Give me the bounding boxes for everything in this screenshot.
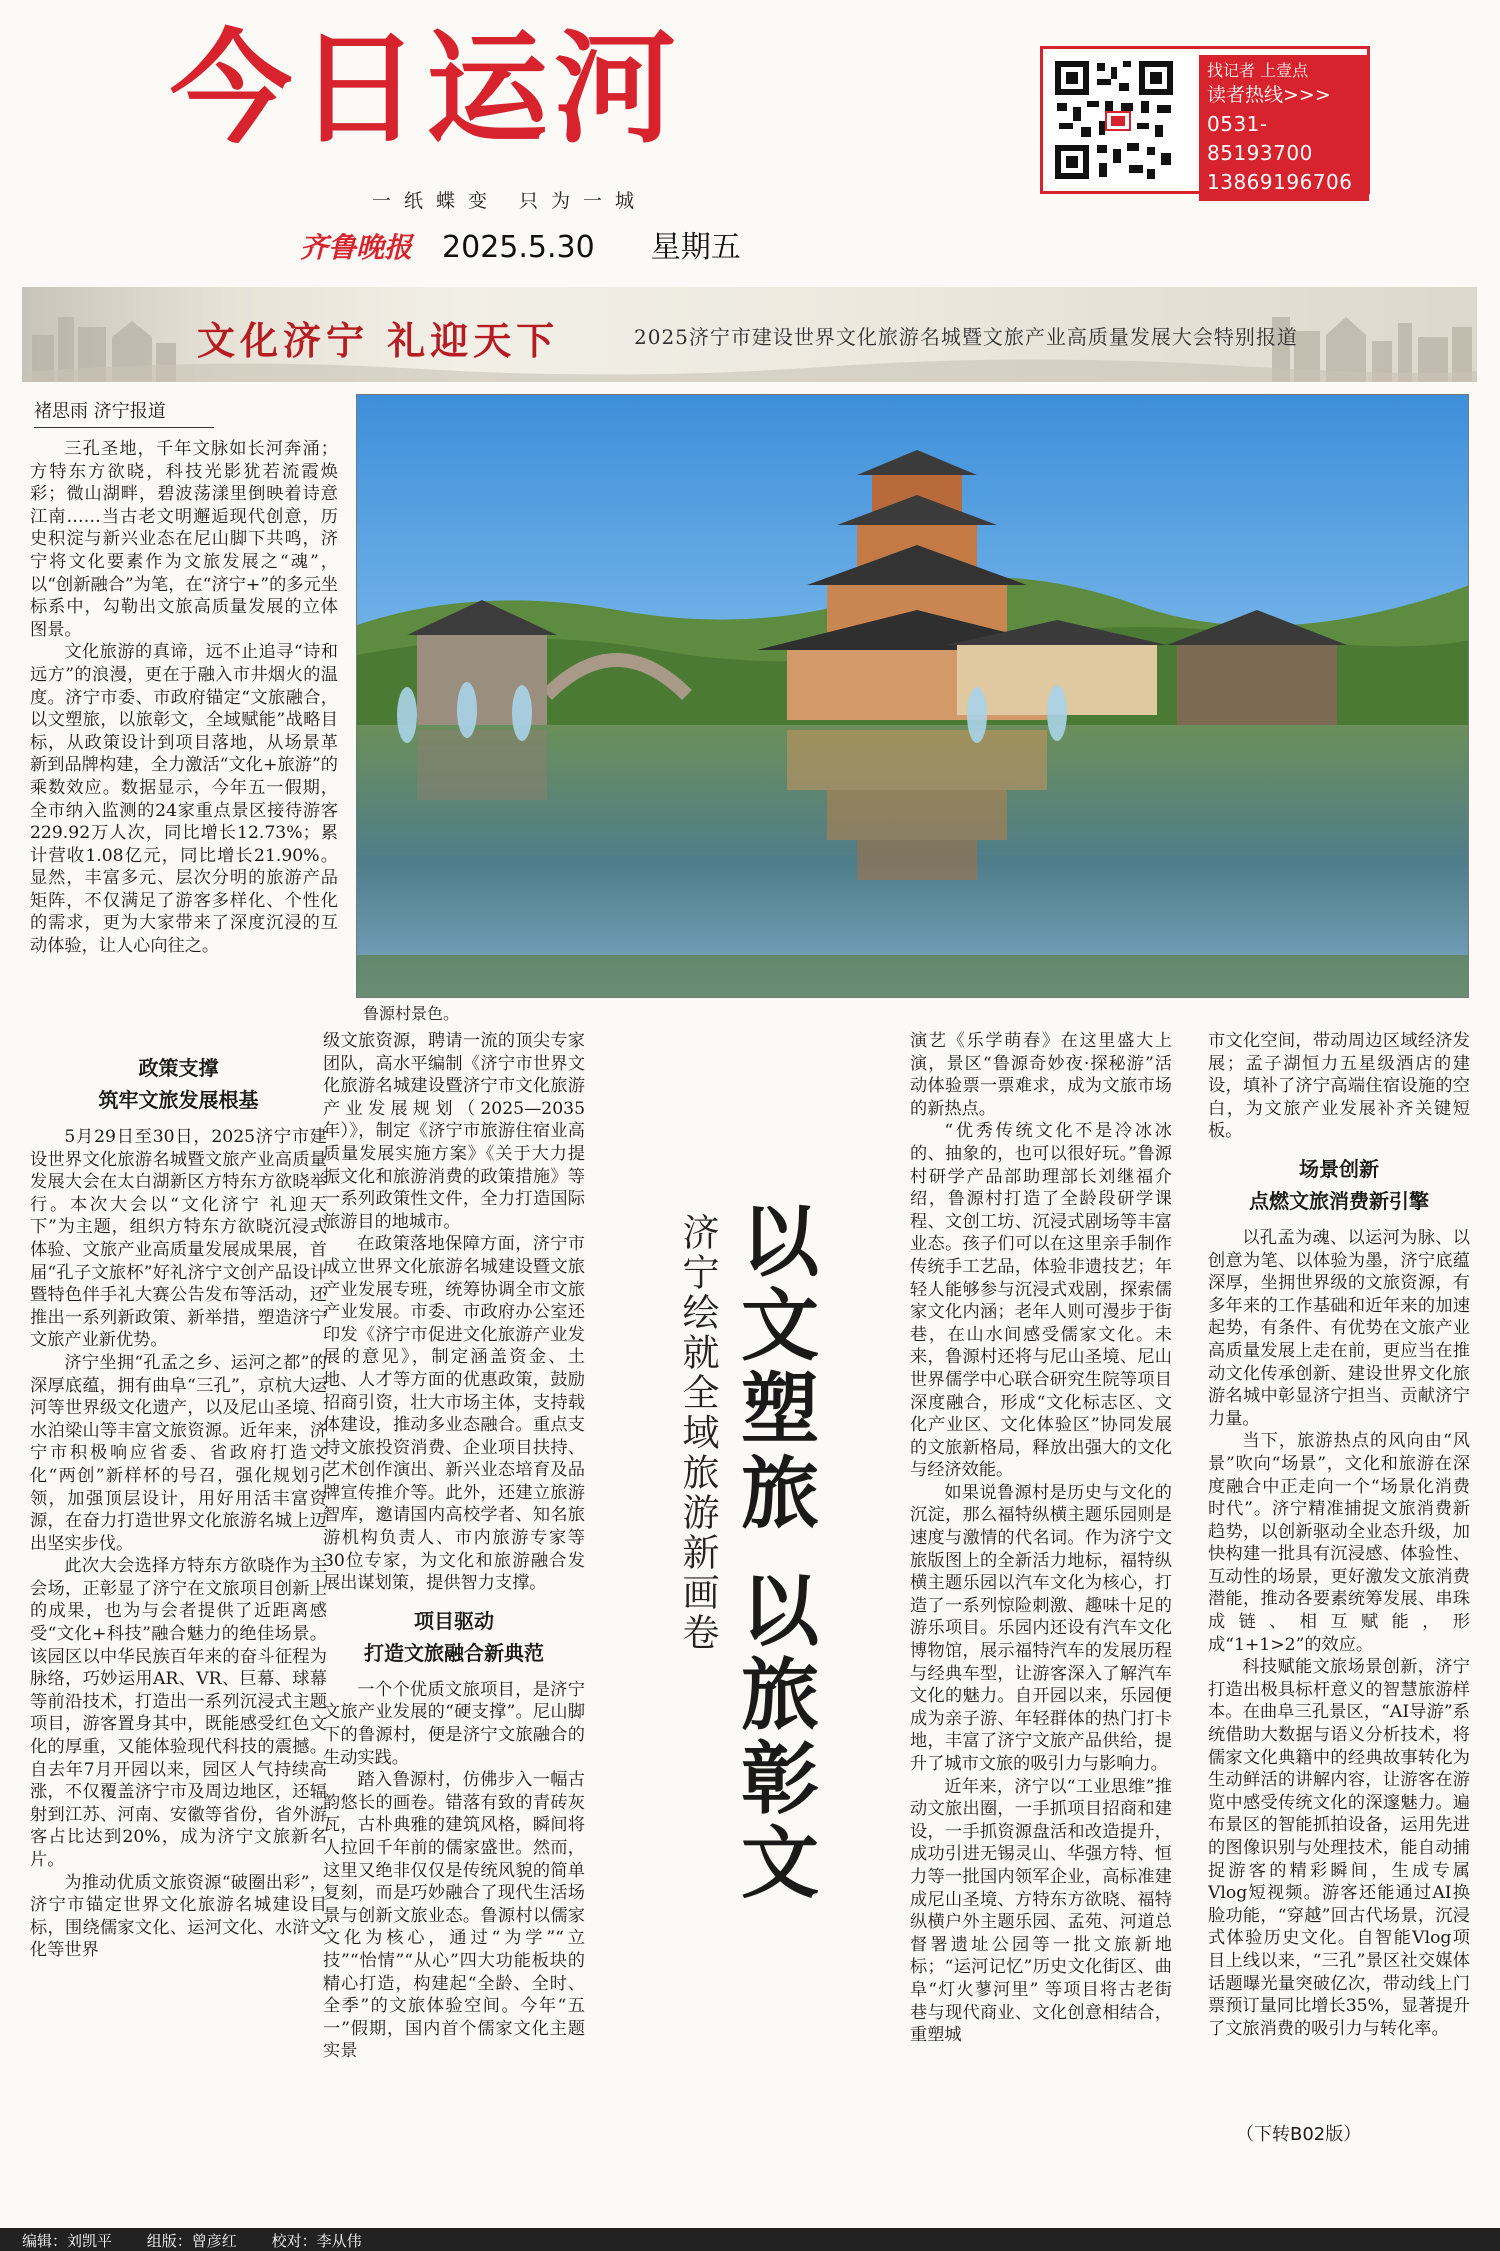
paragraph: 在政策落地保障方面，济宁市成立世界文化旅游名城建设暨文旅产业发展专班，统筹协调全市文旅产业发展。市委、市政府办公室还印发《济宁市促进文化旅游产业发展的意见》，制定涵盖资金、土地、人才等方面的优惠政策，鼓励招商引资，壮大市场主体，支持载体建设，推动多业态融合。重点支持文旅投资消费、企业项目扶持、艺术创作演出、新兴业态培育及品牌宣传推介等。此外，还建立旅游智库，邀请国内高校学者、知名旅游机构负责人、市内旅游专家等30位专家，为文化和旅游融合发展出谋划策，提供智力支撑。 <box>323 1234 585 1594</box>
byline: 褚思雨 济宁报道 <box>34 397 214 428</box>
section-3-title: 点燃文旅消费新引擎 <box>1249 1188 1429 1213</box>
intro-column <box>30 438 338 1018</box>
editor-credit: 编辑：刘凯平 <box>22 2232 113 2250</box>
paragraph: 科技赋能文旅场景创新，济宁打造出极具标杆意义的智慧旅游样本。在曲阜三孔景区，“AI导游”系统借助大数据与语义分析技术，将儒家文化典籍中的经典故事转化为生动鲜活的讲解内容，让游客在游览中感受传统文化的深邃魅力。遍布景区的智能抓拍设备，运用先进的图像识别与处理技术，能自动捕捉游客的精彩瞬间，生成专属Vlog短视频。游客还能通过AI换脸功能，“穿越”回古代场景，沉浸式体验历史文化。自智能Vlog项目上线以来，“三孔”景区社交媒体话题曝光量突破亿次，带动线上门票预订量同比增长35%，显著提升了文旅消费的吸引力与转化率。 <box>1208 1657 1470 2039</box>
luyuan-village-photo <box>357 395 1469 998</box>
section-1-kicker: 政策支撑 <box>138 1056 219 1080</box>
banner-subtitle: 2025济宁市建设世界文化旅游名城暨文旅产业高质量发展大会特别报道 <box>634 325 1298 349</box>
footer-credits <box>0 2228 1500 2251</box>
section-3-kicker: 场景创新 <box>1299 1156 1379 1181</box>
paragraph: 文化旅游的真谛，远不止追寻“诗和远方”的浪漫，更在于融入市井烟火的温度。济宁市委、市政府锚定“文旅融合，以文塑旅，以旅彰文，全域赋能”战略目标，从政策设计到项目落地，从场景革新到品牌构建，全力激活“文化+旅游”的乘数效应。数据显示，今年五一假期，全市纳入监测的24家重点景区接待游客229.92万人次，同比增长12.73%；累计营收1.08亿元，同比增长21.90%。显然，丰富多元、层次分明的旅游产品矩阵，不仅满足了游客多样化、个性化的需求，更为大家带来了深度沉浸的互动体验，让人心向往之。 <box>30 642 338 957</box>
hotline-phone-1[interactable]: 0531-85193700 <box>1207 111 1313 165</box>
paragraph: 济宁坐拥“孔孟之乡、运河之都”的深厚底蕴，拥有曲阜“三孔”，京杭大运河等世界级文化遗产，以及尼山圣境、水泊梁山等丰富文旅资源。近年来，济宁市积极响应省委、省政府打造文化“两创”新样杯的号召，强化规划引领，加强顶层设计，用好用活丰富资源，在奋力打造世界文化旅游名城上迈出坚实步伐。 <box>30 1352 327 1554</box>
paragraph: 如果说鲁源村是历史与文化的沉淀，那么福特纵横主题乐园则是速度与激情的代名词。作为济宁文旅版图上的全新活力地标，福特纵横主题乐园以汽车文化为核心，打造了一系列惊险刺激、趣味十足的游乐项目。乐园内还设有汽车文化博物馆，展示福特汽车的发展历程与经典车型，让游客深入了解汽车文化的魅力。自开园以来，乐园便成为亲子游、年轻群体的热门打卡地，丰富了济宁文旅产品供给，提升了城市文旅的吸引力与影响力。 <box>910 1482 1172 1774</box>
dateline <box>300 222 741 266</box>
paragraph: 三孔圣地，千年文脉如长河奔涌；方特东方欲晓，科技光影犹若流霞焕彩；微山湖畔，碧波荡漾里倒映着诗意江南……当古老文明邂逅现代创意，历史积淀与新兴业态在尼山脚下共鸣，济宁将文化要素作为文旅发展之“魂”，以“创新融合”为笔，在“济宁+”的多元坐标系中，勾勒出文旅高质量发展的立体图景。 <box>30 439 338 640</box>
paragraph: 近年来，济宁以“工业思维”推动文旅出圈，一手抓项目招商和建设，一手抓资源盘活和改造提升，成功引进无锡灵山、华强方特、恒力等一批国内领军企业，高标准建成尼山圣境、方特东方欲晓、福特纵横户外主题乐园、孟苑、河道总督署遗址公园等一批文旅新地标；“运河记忆”历史文化街区、曲阜“灯火蓼河里” 等项目将古老街巷与现代商业、文化创意相结合，重塑城 <box>910 1776 1172 2046</box>
column-2 <box>323 1030 585 2220</box>
section-2-title: 打造文旅融合新典范 <box>364 1640 544 1665</box>
column-3 <box>910 1030 1172 2220</box>
hotline-phone-2[interactable]: 13869196706 <box>1207 169 1353 194</box>
subheadline: 济宁绘就全域旅游新画卷 <box>676 1213 719 1653</box>
paragraph: 为推动优质文旅资源“破圈出彩”，济宁市锚定世界文化旅游名城建设目标，围绕儒家文化、运河文化、水浒文化等世界 <box>30 1872 327 1961</box>
section-1-title: 筑牢文旅发展根基 <box>98 1088 259 1112</box>
paragraph: 市文化空间，带动周边区域经济发展；孟子湖恒力五星级酒店的建设，填补了济宁高端住宿设施的空白，为文旅产业发展补齐关键短板。 <box>1208 1031 1470 1142</box>
paragraph: 5月29日至30日，2025济宁市建设世界文化旅游名城暨文旅产业高质量发展大会在太白湖新区方特东方欲晓举行。本次大会以“文化济宁 礼迎天下”为主题，组织方特东方欲晓沉浸式体验、文旅产业高质量发展成果展，首届“孔子文旅杯”好礼济宁文创产品设计暨特色伴手礼大赛公告发布等活动，还推出一系列新政策、新举措，塑造济宁文旅产业新优势。 <box>30 1127 327 1351</box>
headline: 以文塑旅 以旅彰文 <box>728 1200 818 1906</box>
hotline-label: 读者热线>>> <box>1207 84 1331 107</box>
paragraph: 一个个优质文旅项目，是济宁文旅产业发展的“硬支撑”。尼山脚下的鲁源村，便是济宁文旅融合的生动实践。 <box>323 1679 585 1768</box>
hotline-box <box>1040 46 1370 194</box>
paragraph: “优秀传统文化不是冷冰冰的、抽象的，也可以很好玩。”鲁源村研学产品部助理部长刘继福介绍，鲁源村打造了全龄段研学课程、文创工坊、沉浸式剧场等丰富业态。孩子们可以在这里亲手制作传统手工艺品，体验非遗技艺；年轻人能够参与沉浸式戏剧，探索儒家文化内涵；老年人则可漫步于街巷，在山水间感受儒家文化。未来，鲁源村还将与尼山圣境、尼山世界儒学中心联合研究生院等项目深度融合，形成“文化标志区、文化产业区、文化体验区”协同发展的文旅新格局，释放出强大的文化与经济效能。 <box>910 1121 1172 1481</box>
masthead-slogan: 一纸蝶变 只为一城 <box>372 190 648 212</box>
paragraph: 此次大会选择方特东方欲晓作为主会场，正彰显了济宁在文旅项目创新上的成果，也为与会者提供了近距离感受“文化+科技”融合魅力的绝佳场景。该园区以中华民族百年来的奋斗征程为脉络，巧妙运用AR、VR、巨幕、球幕等前沿技术，打造出一系列沉浸式主题项目，游客置身其中，既能感受红色文化的厚重，又能体验现代科技的震撼。自去年7月开园以来，园区人气持续高涨，不仅覆盖济宁市及周边地区，还辐射到江苏、河南、安徽等省份，省外游客占比达到20%，成为济宁文旅新名片。 <box>30 1556 327 1870</box>
paragraph: 演艺《乐学萌春》在这里盛大上演，景区“鲁源奇妙夜·探秘游”活动体验票一票难求，成为文旅市场的新热点。 <box>910 1031 1172 1119</box>
paragraph: 级文旅资源，聘请一流的顶尖专家团队，高水平编制《济宁市世界文化旅游名城建设暨济宁市文化旅游产业发展规划（2025—2035年）》，制定《济宁市旅游住宿业高质量发展实施方案》《关于大力提振文化和旅游消费的政策措施》等一系列政策性文件，全力打造国际旅游目的地城市。 <box>323 1031 585 1232</box>
photo-caption: 鲁源村景色。 <box>363 1004 460 1023</box>
issue-weekday: 星期五 <box>650 230 741 265</box>
paragraph: 以孔孟为魂、以运河为脉、以创意为笔、以体验为墨，济宁底蕴深厚，坐拥世界级的文旅资源，有多年来的工作基础和近年来的加速起势，有条件、有优势在文旅产业高质量发展上走在前，更应当在推动文化传承创新、建设世界文化旅游名城中彰显济宁担当、贡献济宁力量。 <box>1208 1227 1470 1429</box>
hotline-tag: 找记者 上壹点 <box>1207 61 1309 80</box>
designer-credit: 组版：曾彦红 <box>146 2232 237 2250</box>
brand-name: 齐鲁晚报 <box>300 231 413 264</box>
paragraph: 踏入鲁源村，仿佛步入一幅古韵悠长的画卷。错落有致的青砖灰瓦，古朴典雅的建筑风格，瞬间将人拉回千年前的儒家盛世。然而，这里又绝非仅仅是传统风貌的简单复刻，而是巧妙融合了现代生活场景与创新文旅业态。鲁源村以儒家文化为核心，通过“为学”“立技”“怡情”“从心”四大功能板块的精心打造，构建起“全龄、全时、全季”的文旅体验空间。今年“五一”假期，国内首个儒家文化主题实景 <box>323 1770 585 2062</box>
masthead-title: 今日运河 <box>170 18 682 160</box>
special-report-banner <box>22 287 1477 382</box>
banner-title: 文化济宁 礼迎天下 <box>197 318 560 363</box>
continued-note: （下转B02版） <box>1236 2124 1362 2145</box>
proofreader-credit: 校对：李从伟 <box>271 2232 362 2250</box>
paragraph: 当下，旅游热点的风向由“风景”吹向“场景”，文化和旅游在深度融合中正走向一个“场景化消费时代”。济宁精准捕捉文旅消费新趋势，以创新驱动全业态升级，加快构建一批具有沉浸感、体验性、互动性的场景，更好激发文旅消费潜能，推动各要素统筹发展、串珠成链、相互赋能，形成“1+1>2”的效应。 <box>1208 1431 1470 1655</box>
reader-hotline <box>1199 55 1369 201</box>
qr-code-icon[interactable] <box>1051 57 1177 183</box>
article-photo[interactable] <box>356 394 1469 998</box>
section-2-kicker: 项目驱动 <box>414 1608 494 1633</box>
issue-date: 2025.5.30 <box>442 230 595 265</box>
column-1 <box>30 1052 327 2217</box>
column-4 <box>1208 1030 1470 2115</box>
